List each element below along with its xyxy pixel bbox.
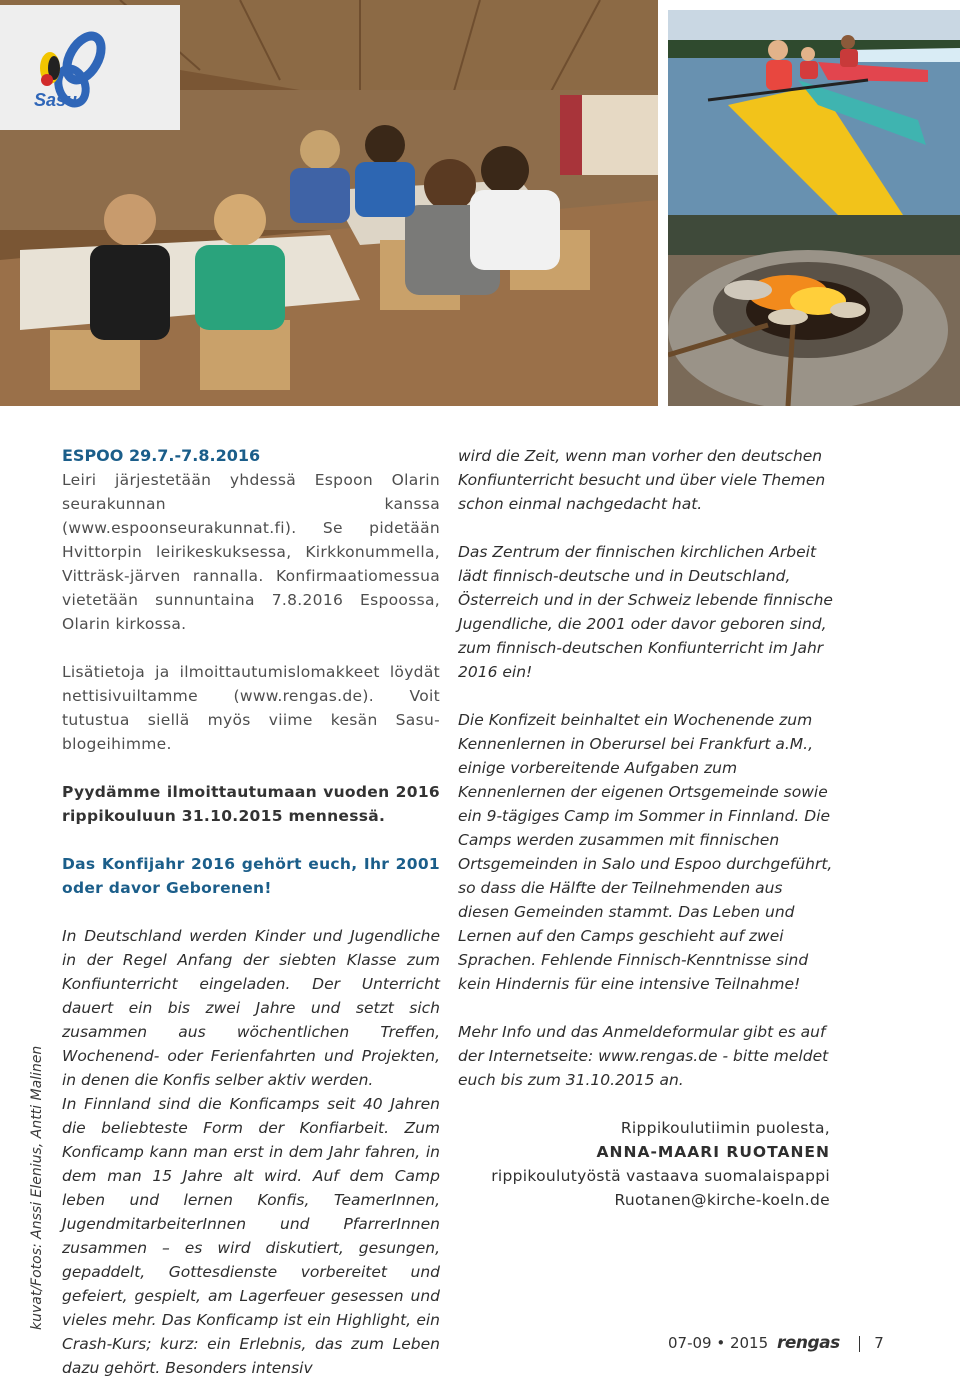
page-number: 7 — [874, 1334, 884, 1352]
more-info-fi: Lisätietoja ja ilmoittautumislomakkeet löydät nettisivuiltamme (www.rengas.de). Voit tutustua siellä myös viime kesän Sasu-blogeihimme. — [62, 663, 440, 753]
campfire-photo — [668, 215, 960, 406]
camp-info-fi: Leiri järjestetään yhdessä Espoon Olarin seurakunnan kanssa (www.espoonseurakunnat.fi). Se pidetään Hvittorpin leirikeskuksessa, Kirkkonummella, Vitträsk-järven rannalla. Konfirmaatiomessua vietetään sunnuntaina 7.8.2016 Espoossa, Olarin kirkossa. — [62, 471, 440, 633]
konfijahr-heading: Das Konfijahr 2016 gehört euch, Ihr 2001 oder davor Geborenen! — [62, 855, 440, 897]
signature-block — [458, 1116, 830, 1212]
de-paragraph-6: Mehr Info und das Anmeldeformular gibt es auf der Internetseite: www.rengas.de - bitte meldet euch bis zum 31.10.2015 an. — [458, 1023, 829, 1089]
sasu-logo — [22, 28, 122, 118]
signature-role: rippikoulutyöstä vastaava suomalaispappi — [491, 1167, 830, 1185]
de-paragraph-1: In Deutschland werden Kinder und Jugendliche in der Regel Anfang der siebten Klasse zum Konfiunterricht eingeladen. Der Unterricht dauert ein bis zwei Jahre und setzt sich zusammen aus wöchentlichen Treffen, Wochenend- oder Ferienfahrten und Projekten, in denen die Konfis selber aktiv werden. — [62, 927, 440, 1089]
footer-divider — [859, 1336, 860, 1352]
de-paragraph-2: In Finnland sind die Konficamps seit 40 Jahren die beliebteste Form der Konfiarbeit. Zum Konficamp kann man erst in dem Jahr fahren, in dem man 15 Jahre alt wird. Auf dem Camp leben und lernen Konfis, TeamerInnen, JugendmitarbeiterInnen und PfarrerInnen zusammen – es wird diskutiert, gesungen, gepaddelt, Gottesdienste vorbereitet und gefeiert, gespielt, am Lagerfeuer gesessen und vieles mehr. Das Konficamp ist ein Highlight, ein Crash-Kurs; kurz: ein Erlebnis, das zum Leben dazu gehört. Besonders intensiv — [62, 1095, 440, 1377]
signature-line: Rippikoulutiimin puolesta, — [620, 1119, 830, 1137]
sasu-logo-text: Sasu — [34, 90, 78, 110]
signature-name: ANNA-MAARI RUOTANEN — [596, 1143, 830, 1161]
issue-label: 07-09 • 2015 — [668, 1334, 769, 1352]
classroom-photo — [0, 0, 658, 406]
left-column — [62, 444, 440, 1380]
right-column — [458, 444, 836, 1092]
kayaking-photo — [668, 10, 960, 215]
event-heading: ESPOO 29.7.-7.8.2016 — [62, 446, 261, 465]
de-paragraph-4: Das Zentrum der finnischen kirchlichen Arbeit lädt finnisch-deutsche und in Deutschland, Österreich und in der Schweiz lebende finnische Jugendliche, die 2001 oder davor geboren sind, zum finnisch-deutschen Konfiunterricht im Jahr 2016 ein! — [458, 543, 833, 681]
registration-deadline-fi: Pyydämme ilmoittautumaan vuoden 2016 rippikouluun 31.10.2015 mennessä. — [62, 783, 440, 825]
de-paragraph-5: Die Konfizeit beinhaltet ein Wochenende zum Kennenlernen in Oberursel bei Frankfurt a.M., einige vorbereitende Aufgaben zum Kennenlernen der eigenen Ortsgemeinde sowie ein 9-tägiges Camp im Sommer in Finnland. Die Camps werden zusammen mit finnischen Ortsgemeinden in Salo und Espoo durchgeführt, so dass die Hälfte der Teilnehmenden aus diesen Gemeinden stammt. Das Leben und Lernen auf den Camps geschieht auf zwei Sprachen. Fehlende Finnisch-Kenntnisse sind kein Hindernis für eine intensive Teilnahme! — [458, 711, 833, 993]
rengas-logo: rengas — [776, 1333, 840, 1353]
photo-credit: kuvat/Fotos: Anssi Elenius, Antti Malinen — [29, 1045, 45, 1330]
de-paragraph-3: wird die Zeit, wenn man vorher den deutschen Konfiunterricht besucht und über viele Themen schon einmal nachgedacht hat. — [458, 447, 826, 513]
page-footer — [668, 1333, 884, 1353]
signature-email: Ruotanen@kirche-koeln.de — [614, 1191, 830, 1209]
